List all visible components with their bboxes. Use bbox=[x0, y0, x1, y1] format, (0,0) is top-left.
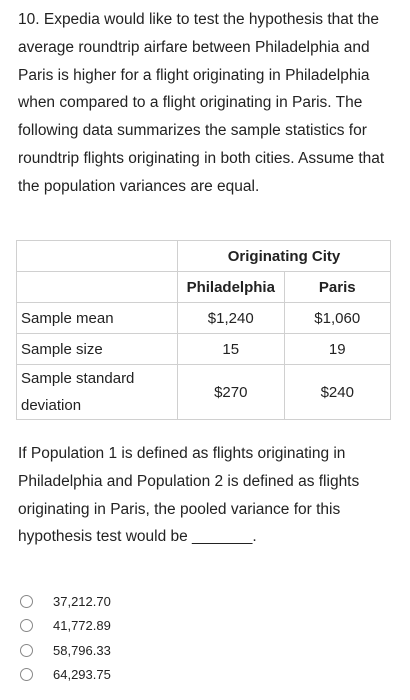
row-label: Sample standard deviation bbox=[17, 365, 178, 420]
answer-option-label: 64,293.75 bbox=[53, 667, 111, 683]
radio-button-icon[interactable] bbox=[20, 619, 33, 632]
answer-option[interactable] bbox=[20, 589, 111, 614]
cell-philadelphia: $1,240 bbox=[178, 303, 285, 334]
followup-text: If Population 1 is defined as flights originating in Philadelphia and Population 2 is defined as flights originating in Paris, the pooled variance for this hypothesis test would be _______. bbox=[18, 445, 360, 546]
answer-options bbox=[20, 589, 111, 687]
answer-option-label: 41,772.89 bbox=[53, 618, 111, 634]
answer-option[interactable] bbox=[20, 638, 111, 663]
answer-option[interactable] bbox=[20, 614, 111, 639]
table-row bbox=[17, 334, 391, 365]
empty-header-cell bbox=[17, 241, 178, 272]
row-label: Sample size bbox=[17, 334, 178, 365]
row-label: Sample mean bbox=[17, 303, 178, 334]
cell-philadelphia: $270 bbox=[178, 365, 285, 420]
originating-city-header: Originating City bbox=[178, 241, 391, 272]
cell-paris: 19 bbox=[284, 334, 391, 365]
table-row bbox=[17, 303, 391, 334]
column-header-paris: Paris bbox=[284, 272, 391, 303]
radio-button-icon[interactable] bbox=[20, 644, 33, 657]
answer-option-label: 37,212.70 bbox=[53, 593, 111, 609]
cell-paris: $1,060 bbox=[284, 303, 391, 334]
statistics-table bbox=[16, 240, 391, 420]
radio-button-icon[interactable] bbox=[20, 668, 33, 681]
answer-option[interactable] bbox=[20, 663, 111, 688]
cell-paris: $240 bbox=[284, 365, 391, 420]
question-text: 10. Expedia would like to test the hypothesis that the average roundtrip airfare between Philadelphia and Paris is higher for a flight originating in Philadelphia when compared to a flight originating in Paris. The following data summarizes the sample statistics for roundtrip flights originating in both cities. Assume that the population variances are equal. bbox=[18, 11, 385, 195]
table-row bbox=[17, 365, 391, 420]
answer-option-label: 58,796.33 bbox=[53, 642, 111, 658]
cell-philadelphia: 15 bbox=[178, 334, 285, 365]
empty-header-cell bbox=[17, 272, 178, 303]
column-header-philadelphia: Philadelphia bbox=[178, 272, 285, 303]
radio-button-icon[interactable] bbox=[20, 595, 33, 608]
